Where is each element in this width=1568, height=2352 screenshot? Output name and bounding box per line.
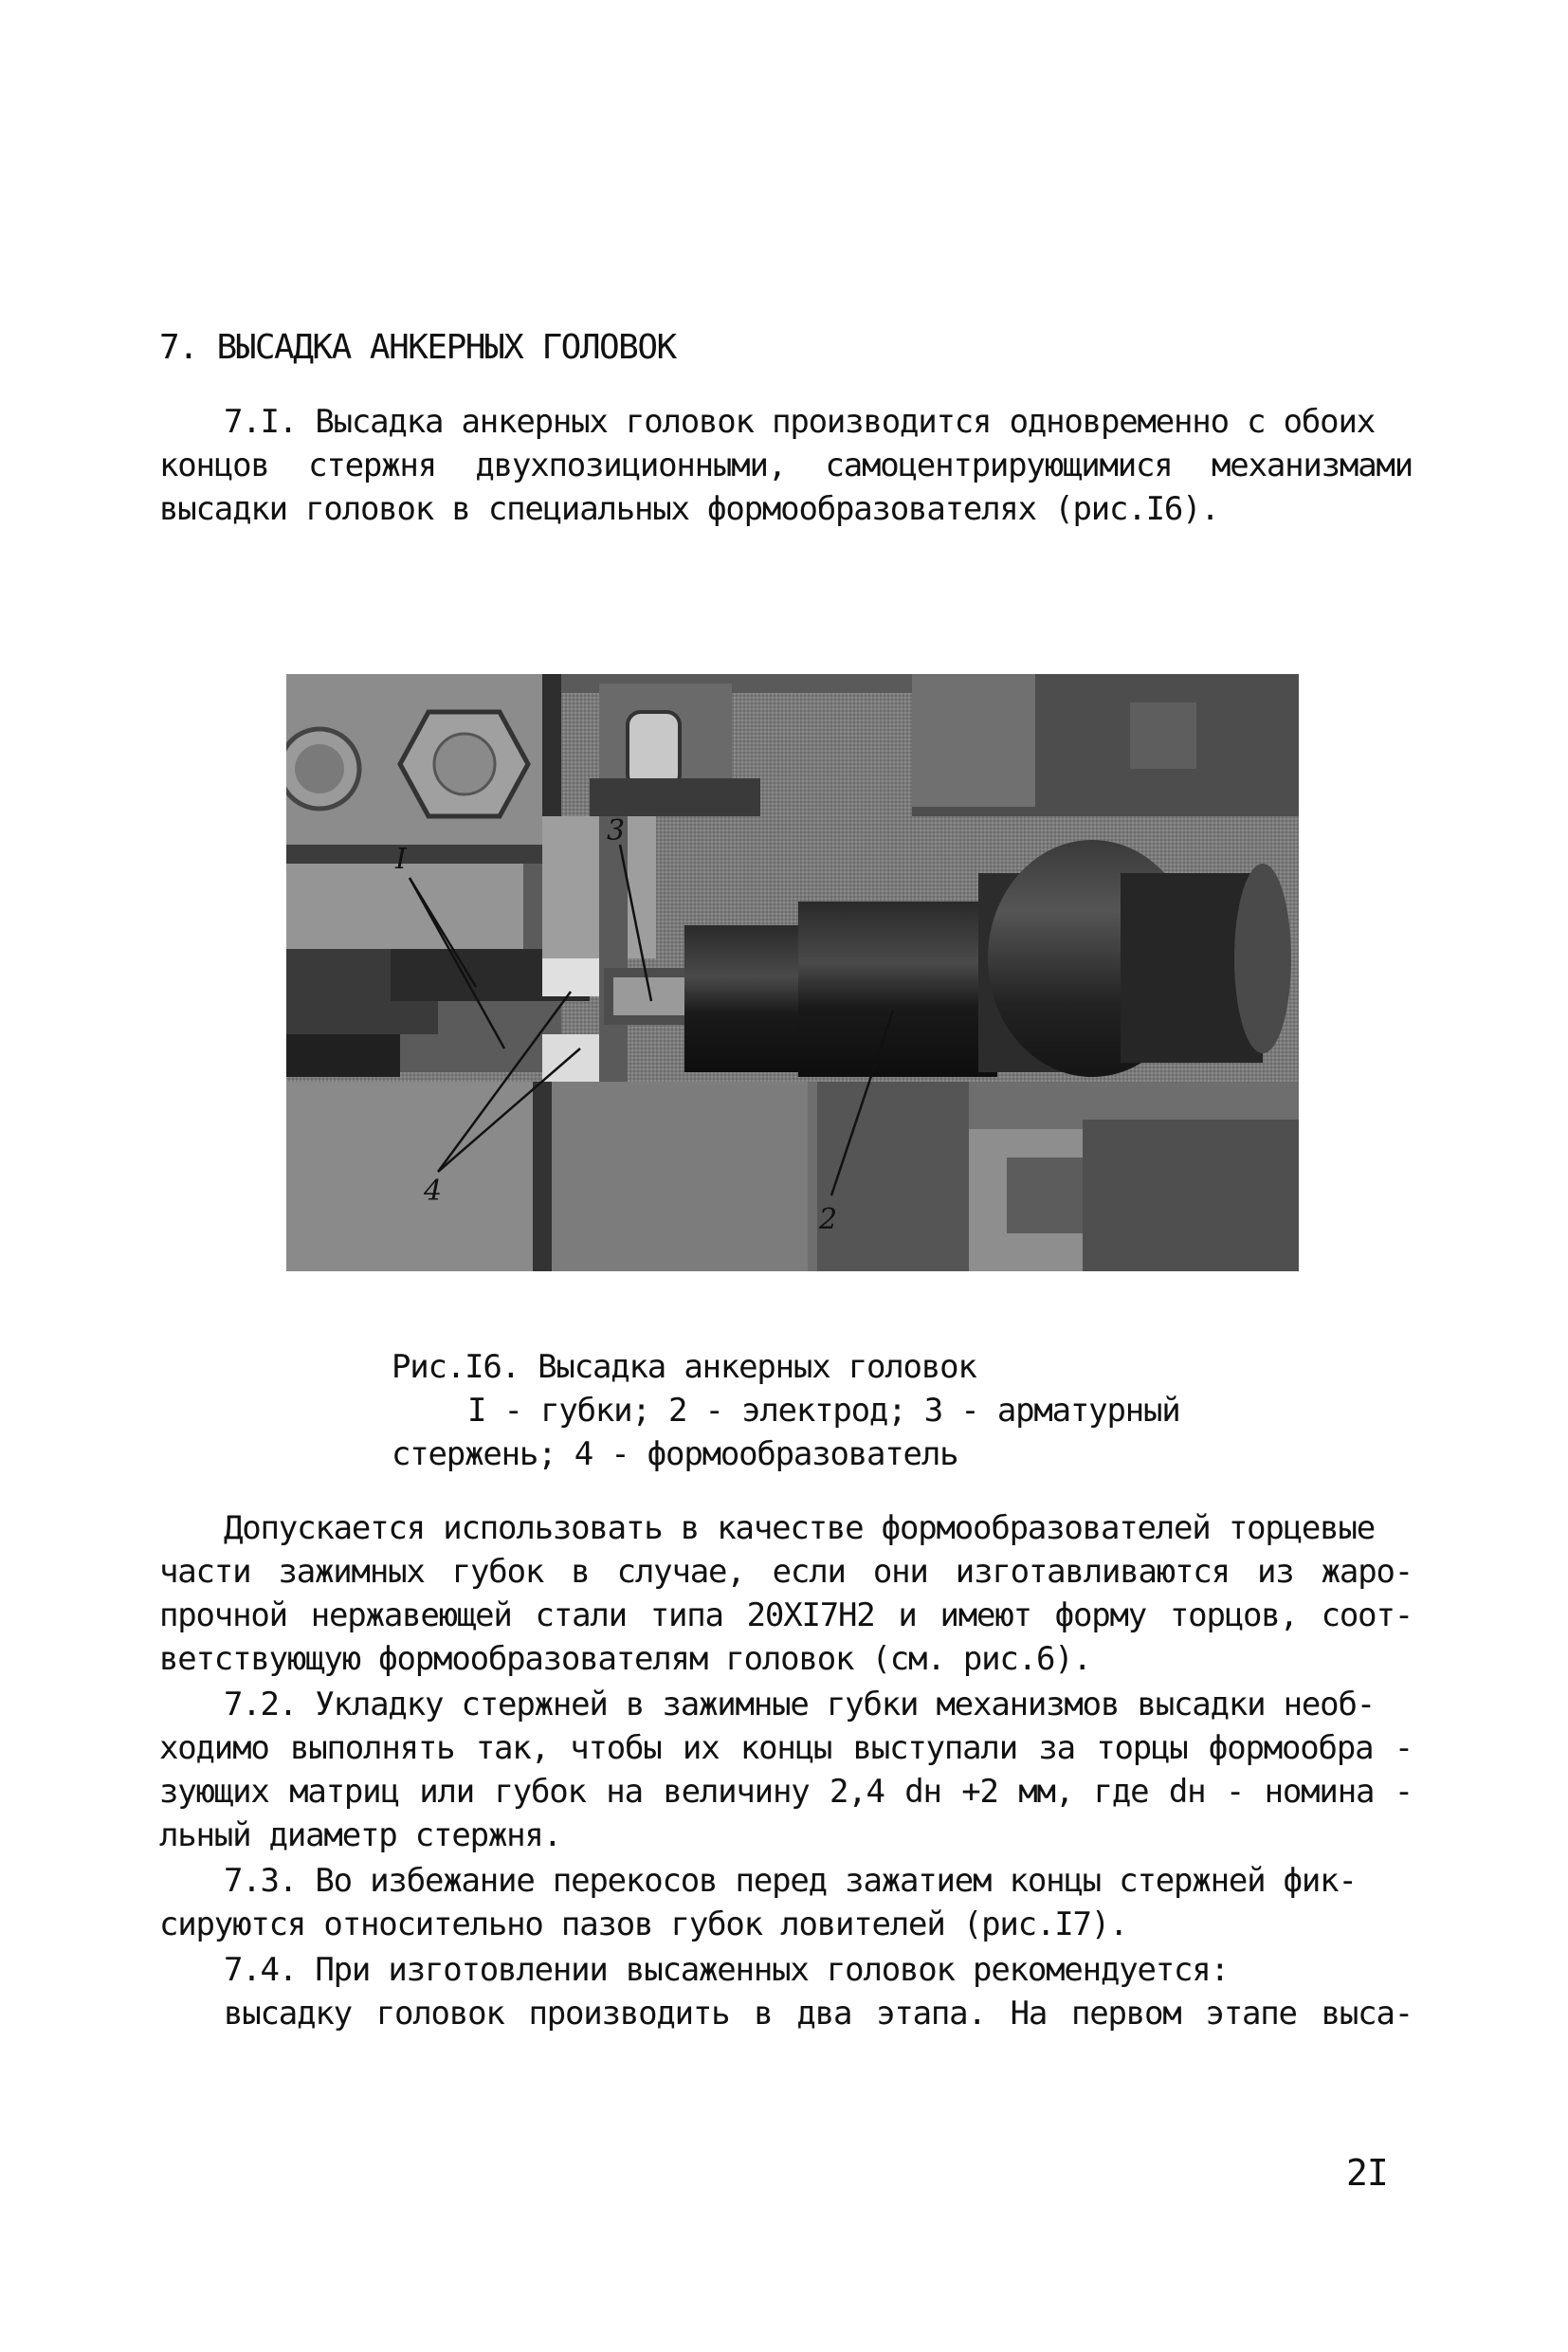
para-allowed-line-2: части зажимных губок в случае, если они изготавливаются из жаро- — [159, 1553, 1413, 1591]
figure-label-1: I — [395, 843, 407, 876]
para-7-1-line-3: высадки головок в специальных формообразователях (рис.I6). — [159, 490, 1219, 528]
para-7-4-line-2: высадку головок производить в два этапа. На первом этапе выса- — [224, 1995, 1413, 2033]
figure-label-2: 2 — [819, 1203, 838, 1236]
para-7-2-line-2: ходимо выполнять так, чтобы их концы выступали за торцы формообра - — [159, 1729, 1413, 1767]
para-7-3-line-1: 7.3. Во избежание перекосов перед зажатием концы стержней фик- — [224, 1862, 1357, 1900]
para-7-2-line-3: зующих матриц или губок на величину 2,4 dн +2 мм, где dн - номина - — [159, 1773, 1413, 1811]
figure-label-3: 3 — [607, 814, 626, 848]
figure-16-photo — [286, 674, 1299, 1271]
para-7-4-line-1: 7.4. При изготовлении высаженных головок рекомендуется: — [224, 1951, 1229, 1989]
figure-caption-title: Рис.I6. Высадка анкерных головок — [392, 1348, 976, 1386]
para-7-1-line-2: концов стержня двухпозиционными, самоцентрирующимися механизмами — [159, 447, 1413, 484]
section-heading: 7. ВЫСАДКА АНКЕРНЫХ ГОЛОВОК — [159, 328, 676, 367]
figure-caption-line-3: стержень; 4 - формообразователь — [392, 1435, 958, 1473]
para-7-2-line-1: 7.2. Укладку стержней в зажимные губки механизмов высадки необ- — [224, 1686, 1375, 1723]
figure-label-4: 4 — [424, 1175, 443, 1208]
para-allowed-line-3: прочной нержавеющей стали типа 20XI7H2 и имеют форму торцов, соот- — [159, 1596, 1413, 1634]
para-7-2-line-4: льный диаметр стержня. — [159, 1816, 561, 1854]
para-allowed-line-4: ветствующую формообразователям головок (см. рис.6). — [159, 1640, 1091, 1678]
page-number: 2I — [1346, 2152, 1388, 2194]
para-allowed-line-1: Допускается использовать в качестве формообразователей торцевые — [224, 1509, 1375, 1547]
figure-caption-line-2: I - губки; 2 - электрод; 3 - арматурный — [467, 1392, 1180, 1430]
para-7-1-line-1: 7.I. Высадка анкерных головок производится одновременно с обоих — [224, 403, 1375, 441]
para-7-3-line-2: сируются относительно пазов губок ловителей (рис.I7). — [159, 1905, 1128, 1943]
figure-16-drawing — [286, 674, 1299, 1271]
